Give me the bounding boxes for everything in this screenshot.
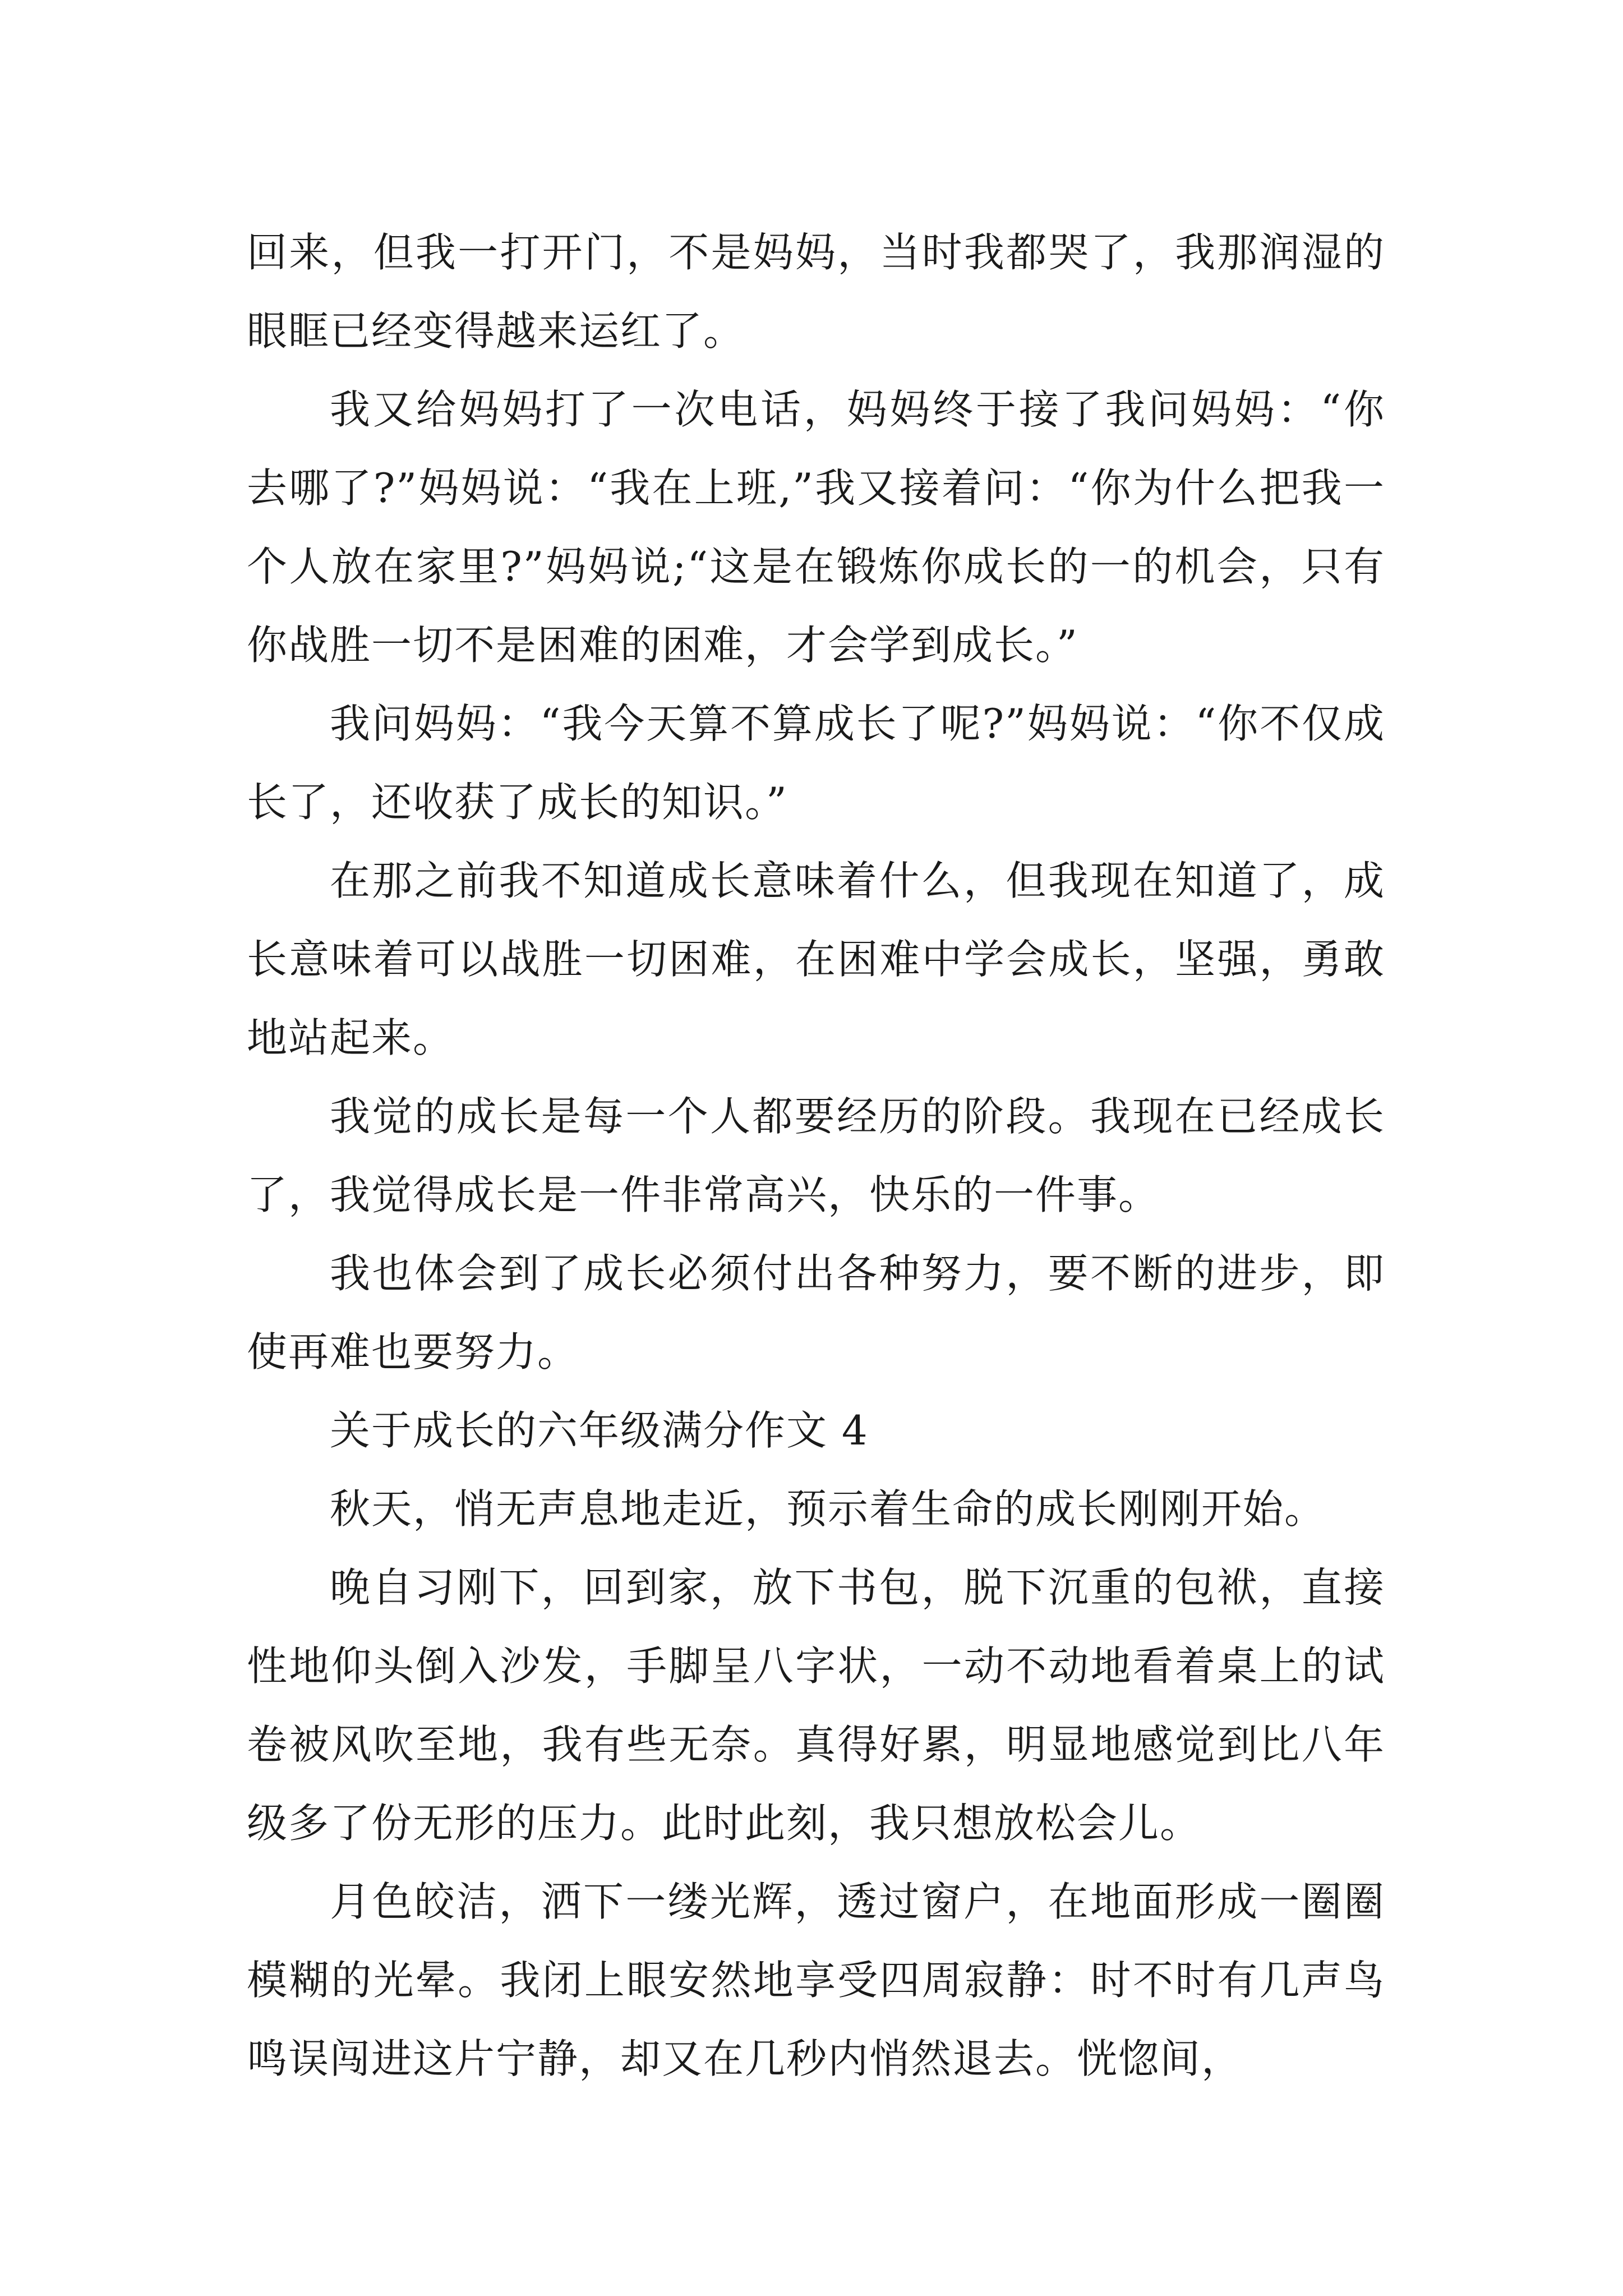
paragraph-6: 我也体会到了成长必须付出各种努力，要不断的进步，即使再难也要努力。 xyxy=(247,1250,1385,1375)
paragraph-3: 我问妈妈：“我今天算不算成长了呢?”妈妈说：“你不仅成长了，还收获了成长的知识。” xyxy=(247,700,1385,826)
section-heading: 关于成长的六年级满分作文 4 xyxy=(330,1407,869,1454)
document-body xyxy=(247,213,1385,2098)
paragraph-5: 我觉的成长是每一个人都要经历的阶段。我现在已经成长了，我觉得成长是一件非常高兴，快乐的一件事。 xyxy=(247,1093,1385,1218)
paragraph-7: 秋天，悄无声息地走近，预示着生命的成长刚刚开始。 xyxy=(330,1485,1326,1533)
paragraph-1: 回来，但我一打开门，不是妈妈，当时我都哭了，我那润湿的眼眶已经变得越来运红了。 xyxy=(247,229,1385,355)
paragraph-4: 在那之前我不知道成长意味着什么，但我现在知道了，成长意味着可以战胜一切困难，在困难中学会成长，坚强，勇敢地站起来。 xyxy=(247,857,1385,1061)
paragraph-2: 我又给妈妈打了一次电话，妈妈终于接了我问妈妈：“你去哪了?”妈妈说：“我在上班,”我又接着问：“你为什么把我一个人放在家里?”妈妈说;“这是在锻炼你成长的一的机会，只有你战胜一切不是困难的困难，才会学到成长。” xyxy=(247,386,1385,669)
paragraph-9: 月色皎洁，洒下一缕光辉，透过窗户，在地面形成一圈圈模糊的光晕。我闭上眼安然地享受四周寂静：时不时有几声鸟鸣误闯进这片宁静，却又在几秒内悄然退去。恍惚间， xyxy=(247,1878,1385,2082)
paragraph-8: 晚自习刚下，回到家，放下书包，脱下沉重的包袱，直接性地仰头倒入沙发，手脚呈八字状，一动不动地看着桌上的试卷被风吹至地，我有些无奈。真得好累，明显地感觉到比八年级多了份无形的压力。此时此刻，我只想放松会儿。 xyxy=(247,1564,1385,1847)
